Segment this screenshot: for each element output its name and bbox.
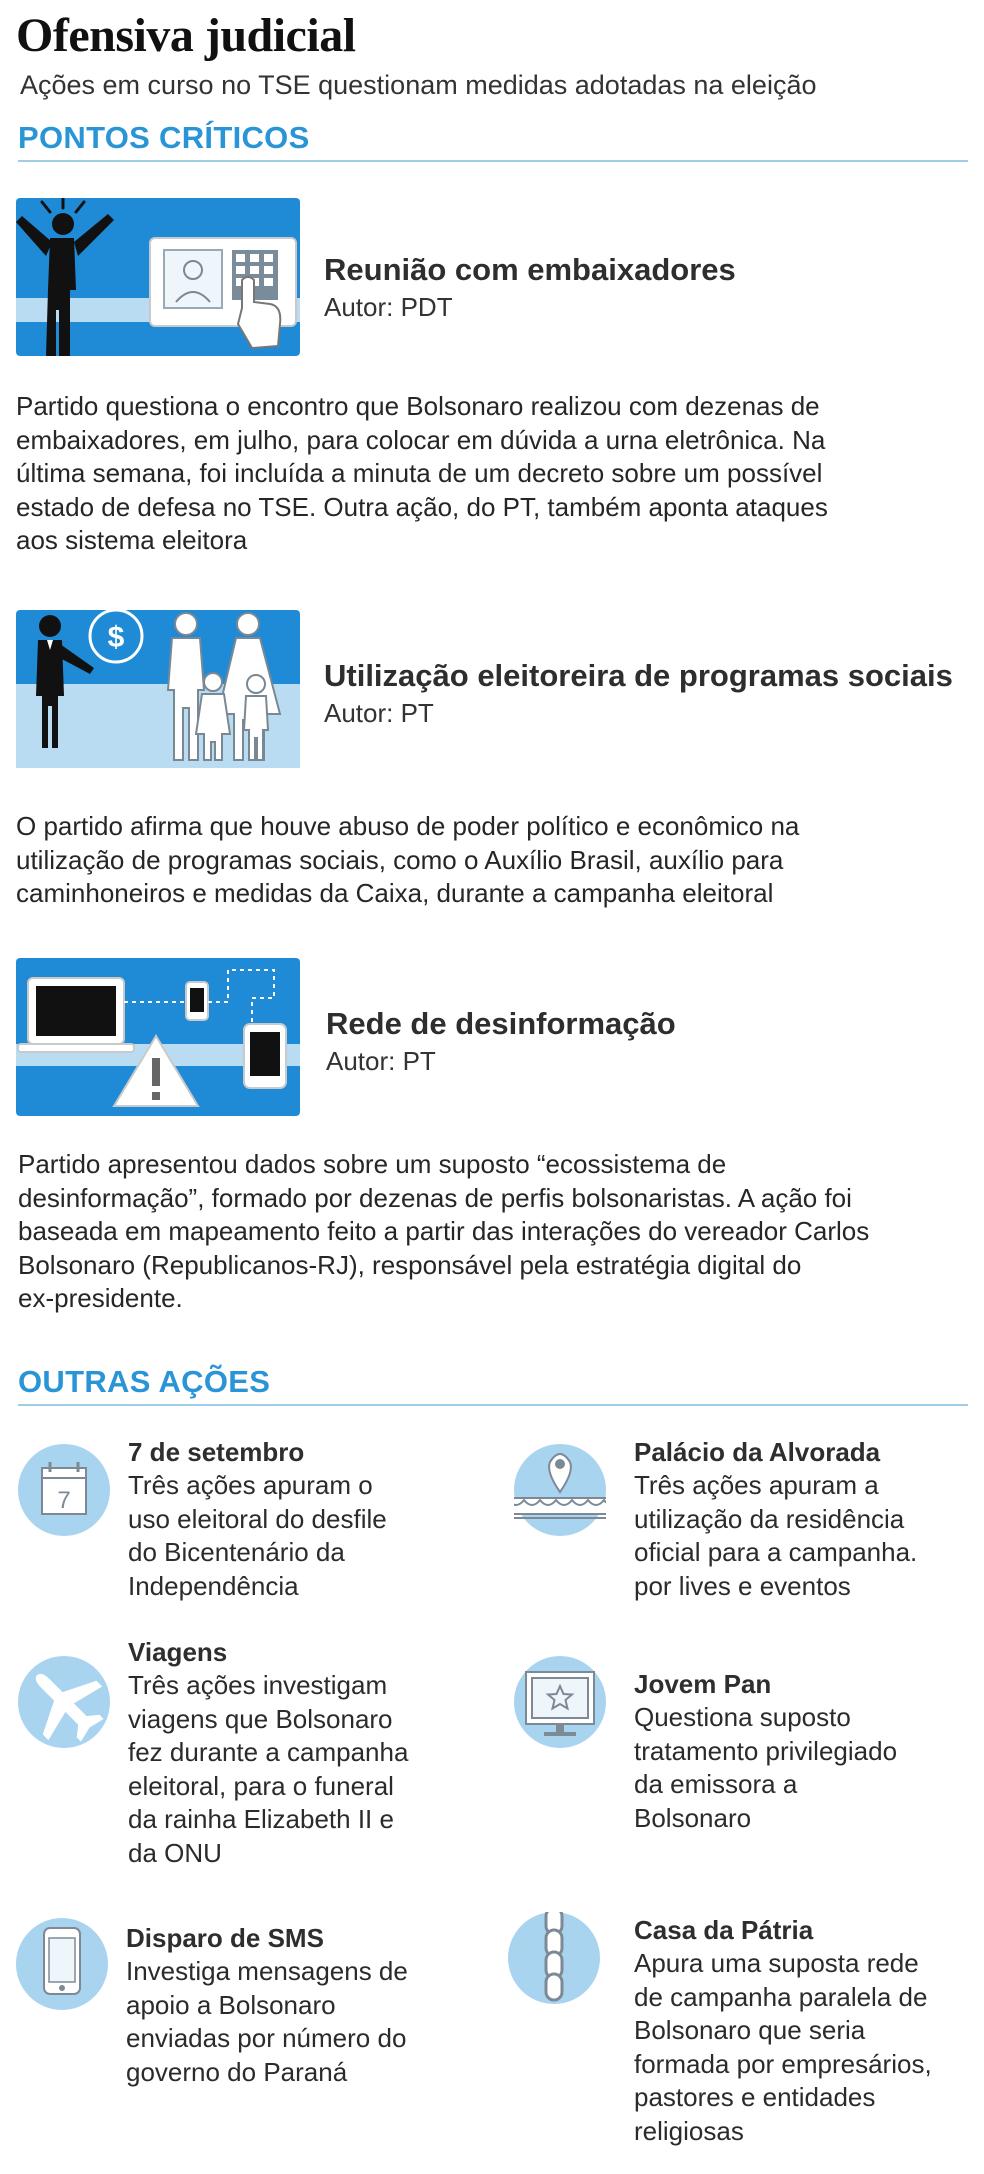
action-item [634, 1436, 917, 1603]
text-line: utilização da residência [634, 1503, 905, 1534]
text-line: última semana, foi incluída a minuta de um decreto sobre um possível [16, 458, 823, 488]
text-line: Partido questiona o encontro que Bolsonaro realizou com dezenas de [16, 391, 820, 421]
text-line: embaixadores, em julho, para colocar em dúvida a urna eletrônica. Na [16, 424, 826, 455]
section-heading-critical: PONTOS CRÍTICOS [18, 120, 968, 162]
text-line: Questiona suposto [634, 1702, 851, 1732]
calendar-icon [18, 1444, 110, 1536]
action-item [128, 1636, 408, 1870]
card-author: Autor: PDT [324, 292, 453, 322]
action-title: Viagens [128, 1637, 228, 1667]
text-line: estado de defesa no TSE. Outra ação, do PT, também aponta ataques [16, 491, 828, 522]
text-line: fez durante a campanha [128, 1737, 409, 1767]
text-line: caminhoneiros e medidas da Caixa, durante a campanha eleitoral [16, 878, 774, 908]
text-line: Bolsonaro (Republicanos-RJ), responsável pela estratégia digital do [18, 1249, 802, 1280]
text-line: utilização de programas sociais, como o Auxílio Brasil, auxílio para [16, 844, 784, 875]
text-line: eleitoral, para o funeral [128, 1770, 394, 1801]
phone-icon [16, 1918, 108, 2010]
text-line: Partido apresentou dados sobre um suposto “ecossistema de [18, 1149, 727, 1179]
ambassadors-illustration [16, 198, 300, 356]
text-line: Três ações apuram a [634, 1470, 879, 1500]
calendar-day: 7 [57, 1487, 71, 1514]
text-line: por lives e eventos [634, 1570, 851, 1601]
airplane-icon [18, 1656, 110, 1748]
text-line: uso eleitoral do desfile [128, 1503, 387, 1534]
text-line: Investiga mensagens de [126, 1956, 408, 1986]
text-line: Bolsonaro que seria [634, 2015, 866, 2045]
text-line: apoio a Bolsonaro [126, 1989, 336, 2020]
svg-text:$: $ [107, 621, 125, 654]
action-item [634, 1914, 932, 2148]
text-line: Bolsonaro [634, 1802, 752, 1833]
page-subtitle: Ações em curso no TSE questionam medidas adotadas na eleição [20, 70, 817, 100]
card-title: Utilização eleitoreira de programas sociais [324, 658, 953, 693]
action-item [126, 1922, 408, 2089]
text-line: enviadas por número do [126, 2023, 407, 2053]
text-line: Três ações investigam [128, 1670, 388, 1700]
text-line: O partido afirma que houve abuso de poder político e econômico na [16, 811, 800, 841]
tv-star-icon [514, 1656, 606, 1748]
text-line: do Bicentenário da [128, 1537, 345, 1567]
disinformation-illustration [16, 958, 300, 1116]
action-item [128, 1436, 387, 1603]
action-title: 7 de setembro [128, 1437, 305, 1467]
card-description [16, 810, 966, 911]
text-line: Três ações apuram o [128, 1470, 373, 1500]
action-title: Jovem Pan [634, 1669, 772, 1699]
text-line: da rainha Elizabeth II e [128, 1804, 394, 1834]
card-description [18, 1148, 968, 1316]
text-line: tratamento privilegiado [634, 1735, 898, 1766]
social-programs-illustration [16, 610, 300, 768]
text-line: desinformação”, formado por dezenas de perfis bolsonaristas. A ação foi [18, 1182, 852, 1213]
text-line: viagens que Bolsonaro [128, 1703, 393, 1734]
card-description [16, 390, 966, 558]
text-line: oficial para a campanha. [634, 1537, 918, 1567]
action-title: Disparo de SMS [126, 1923, 324, 1953]
text-line: Apura uma suposta rede [634, 1948, 919, 1978]
text-line: pastores e entidades [634, 2082, 876, 2112]
text-line: aos sistema eleitora [16, 525, 248, 555]
chain-icon [508, 1912, 600, 2004]
page-title: Ofensiva judicial [16, 9, 356, 62]
text-line: de campanha paralela de [634, 1981, 928, 2012]
action-item [634, 1668, 897, 1835]
action-title: Casa da Pátria [634, 1915, 814, 1945]
card-author: Autor: PT [326, 1046, 436, 1076]
card-author: Autor: PT [324, 698, 434, 728]
text-line: ex-presidente. [18, 1283, 183, 1313]
text-line: formada por empresários, [634, 2048, 932, 2079]
palace-icon [514, 1444, 606, 1536]
text-line: religiosas [634, 2115, 744, 2146]
card-title: Reunião com embaixadores [324, 252, 736, 287]
text-line: Independência [128, 1570, 299, 1601]
action-title: Palácio da Alvorada [634, 1437, 881, 1467]
text-line: da emissora a [634, 1769, 798, 1799]
text-line: governo do Paraná [126, 2056, 348, 2087]
card-title: Rede de desinformação [326, 1006, 676, 1041]
text-line: da ONU [128, 1837, 222, 1868]
text-line: baseada em mapeamento feito a partir das interações do vereador Carlos [18, 1216, 870, 1246]
section-heading-other: OUTRAS AÇÕES [18, 1364, 968, 1406]
